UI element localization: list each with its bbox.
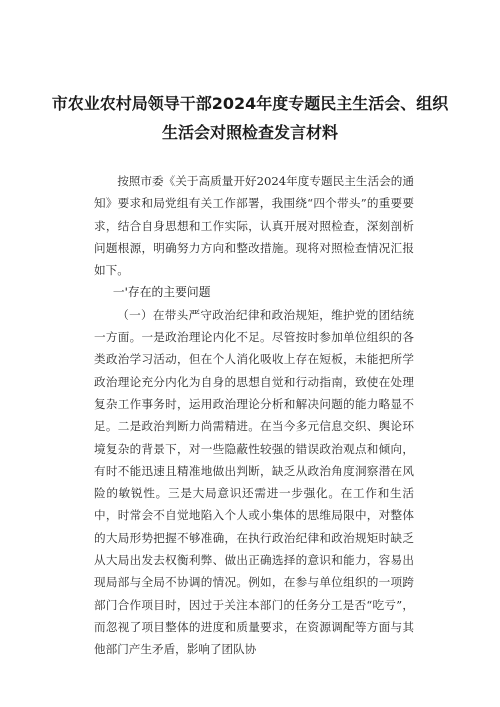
document-title-line-1: 市农业农村局领导干部2024年度专题民主生活会、组织 [51,94,449,113]
document-body [94,170,414,661]
section-1-paragraph-1: （一）在带头严守政治纪律和政治规矩，维护党的团结统一方面。一是政治理论内化不足。尽管按时参加单位组织的各类政治学习活动，但在个人消化吸收上存在短板，未能把所学政治理论充分内化为自身的思想自觉和行动指南，致使在处理复杂工作事务时，运用政治理论分析和解决问题的能力略显不足。二是政治判断力尚需精进。在当今多元信息交织、舆论环境复杂的背景下，对一些隐蔽性较强的错误政治观点和倾向，有时不能迅速且精准地做出判断，缺乏从政治角度洞察潜在风险的敏锐性。三是大局意识还需进一步强化。在工作和生活中，时常会不自觉地陷入个人或小集体的思维局限中，对整体的大局形势把握不够准确，在执行政治纪律和政治规矩时缺乏从大局出发去权衡利弊、做出正确选择的意识和能力，容易出现局部与全局不协调的情况。例如，在参与单位组织的一项跨部门合作项目时，因过于关注本部门的任务分工是否“吃亏”，而忽视了项目整体的进度和质量要求，在资源调配等方面与其他部门产生矛盾，影响了团队协 [94,307,414,657]
intro-paragraph: 按照市委《关于高质量开好2024年度专题民主生活会的通知》要求和局党组有关工作部署，我围绕“四个带头”的重要要求，结合自身思想和工作实际，认真开展对照检查，深刻剖析问题根源，明确努力方向和整改措施。现将对照检查情况汇报如下。 [94,174,414,278]
document-title-line-2: 生活会对照检查发言材料 [161,123,338,142]
section-heading-1: 一'存在的主要问题 [112,285,211,300]
